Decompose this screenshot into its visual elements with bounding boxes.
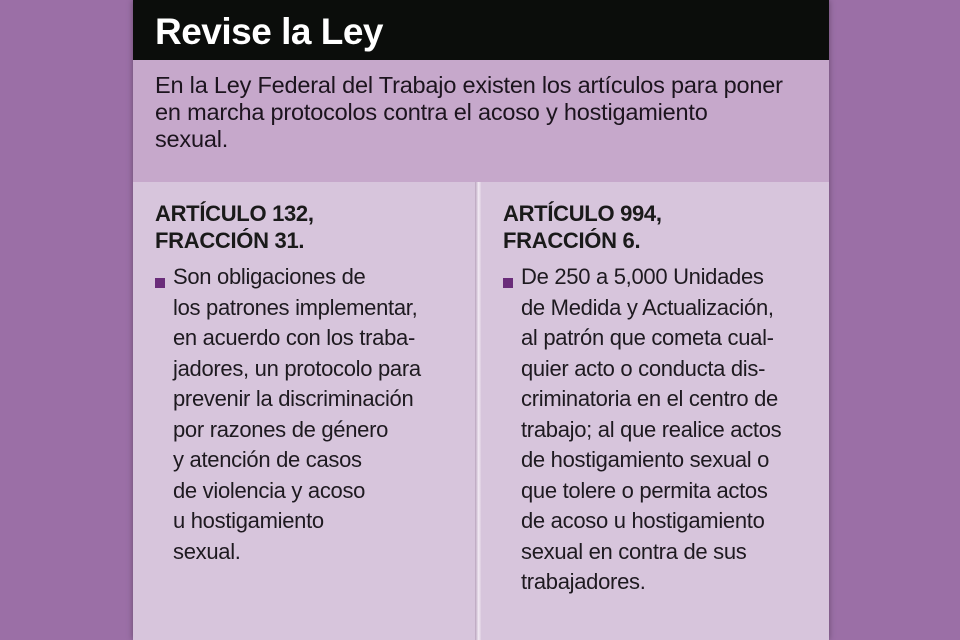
body-line: sexual en contra de sus (521, 538, 747, 564)
body-line: de acoso u hostigamiento (521, 508, 765, 533)
intro-line: en marcha protocolos contra el acoso y hostigamiento (155, 99, 708, 125)
heading-line: FRACCIÓN 6. (503, 228, 641, 253)
intro-band (133, 60, 829, 182)
body-line: quier acto o conducta dis- (521, 355, 766, 381)
heading-line: ARTÍCULO 132, (155, 201, 314, 226)
heading-line: FRACCIÓN 31. (155, 228, 305, 253)
article-132-body (155, 262, 421, 567)
square-bullet-icon (155, 278, 165, 288)
body-line: en acuerdo con los traba- (173, 325, 415, 350)
body-line: de hostigamiento sexual o (521, 447, 770, 472)
body-line: De 250 a 5,000 Unidades (521, 264, 764, 289)
body-line: de violencia y acoso (173, 477, 366, 503)
article-994-column (481, 182, 829, 640)
article-132-heading (155, 200, 314, 254)
infographic-card (133, 0, 829, 640)
article-132-column (133, 182, 477, 640)
body-line: Son obligaciones de (173, 264, 366, 289)
body-line: y atención de casos (173, 447, 362, 472)
body-line: de Medida y Actualización, (521, 294, 774, 320)
body-line: jadores, un protocolo para (173, 355, 421, 381)
body-line: prevenir la discriminación (173, 386, 414, 411)
square-bullet-icon (503, 278, 513, 288)
title-bar (133, 0, 829, 60)
article-994-body (503, 262, 781, 598)
body-line: al patrón que cometa cual- (521, 325, 774, 350)
intro-text (155, 72, 815, 153)
intro-line: sexual. (155, 126, 229, 152)
body-line: trabajo; al que realice actos (521, 416, 782, 442)
body-line: u hostigamiento (173, 508, 324, 533)
body-line: por razones de género (173, 416, 389, 442)
body-line: que tolere o permita actos (521, 477, 768, 503)
body-line: sexual. (173, 538, 241, 564)
heading-line: ARTÍCULO 994, (503, 201, 662, 226)
body-line: criminatoria en el centro de (521, 386, 778, 411)
body-line: trabajadores. (521, 569, 646, 594)
page-title: Revise la Ley (155, 11, 383, 52)
article-994-heading (503, 200, 662, 254)
intro-line: En la Ley Federal del Trabajo existen los artículos para poner (155, 72, 783, 98)
body-line: los patrones implementar, (173, 294, 418, 320)
